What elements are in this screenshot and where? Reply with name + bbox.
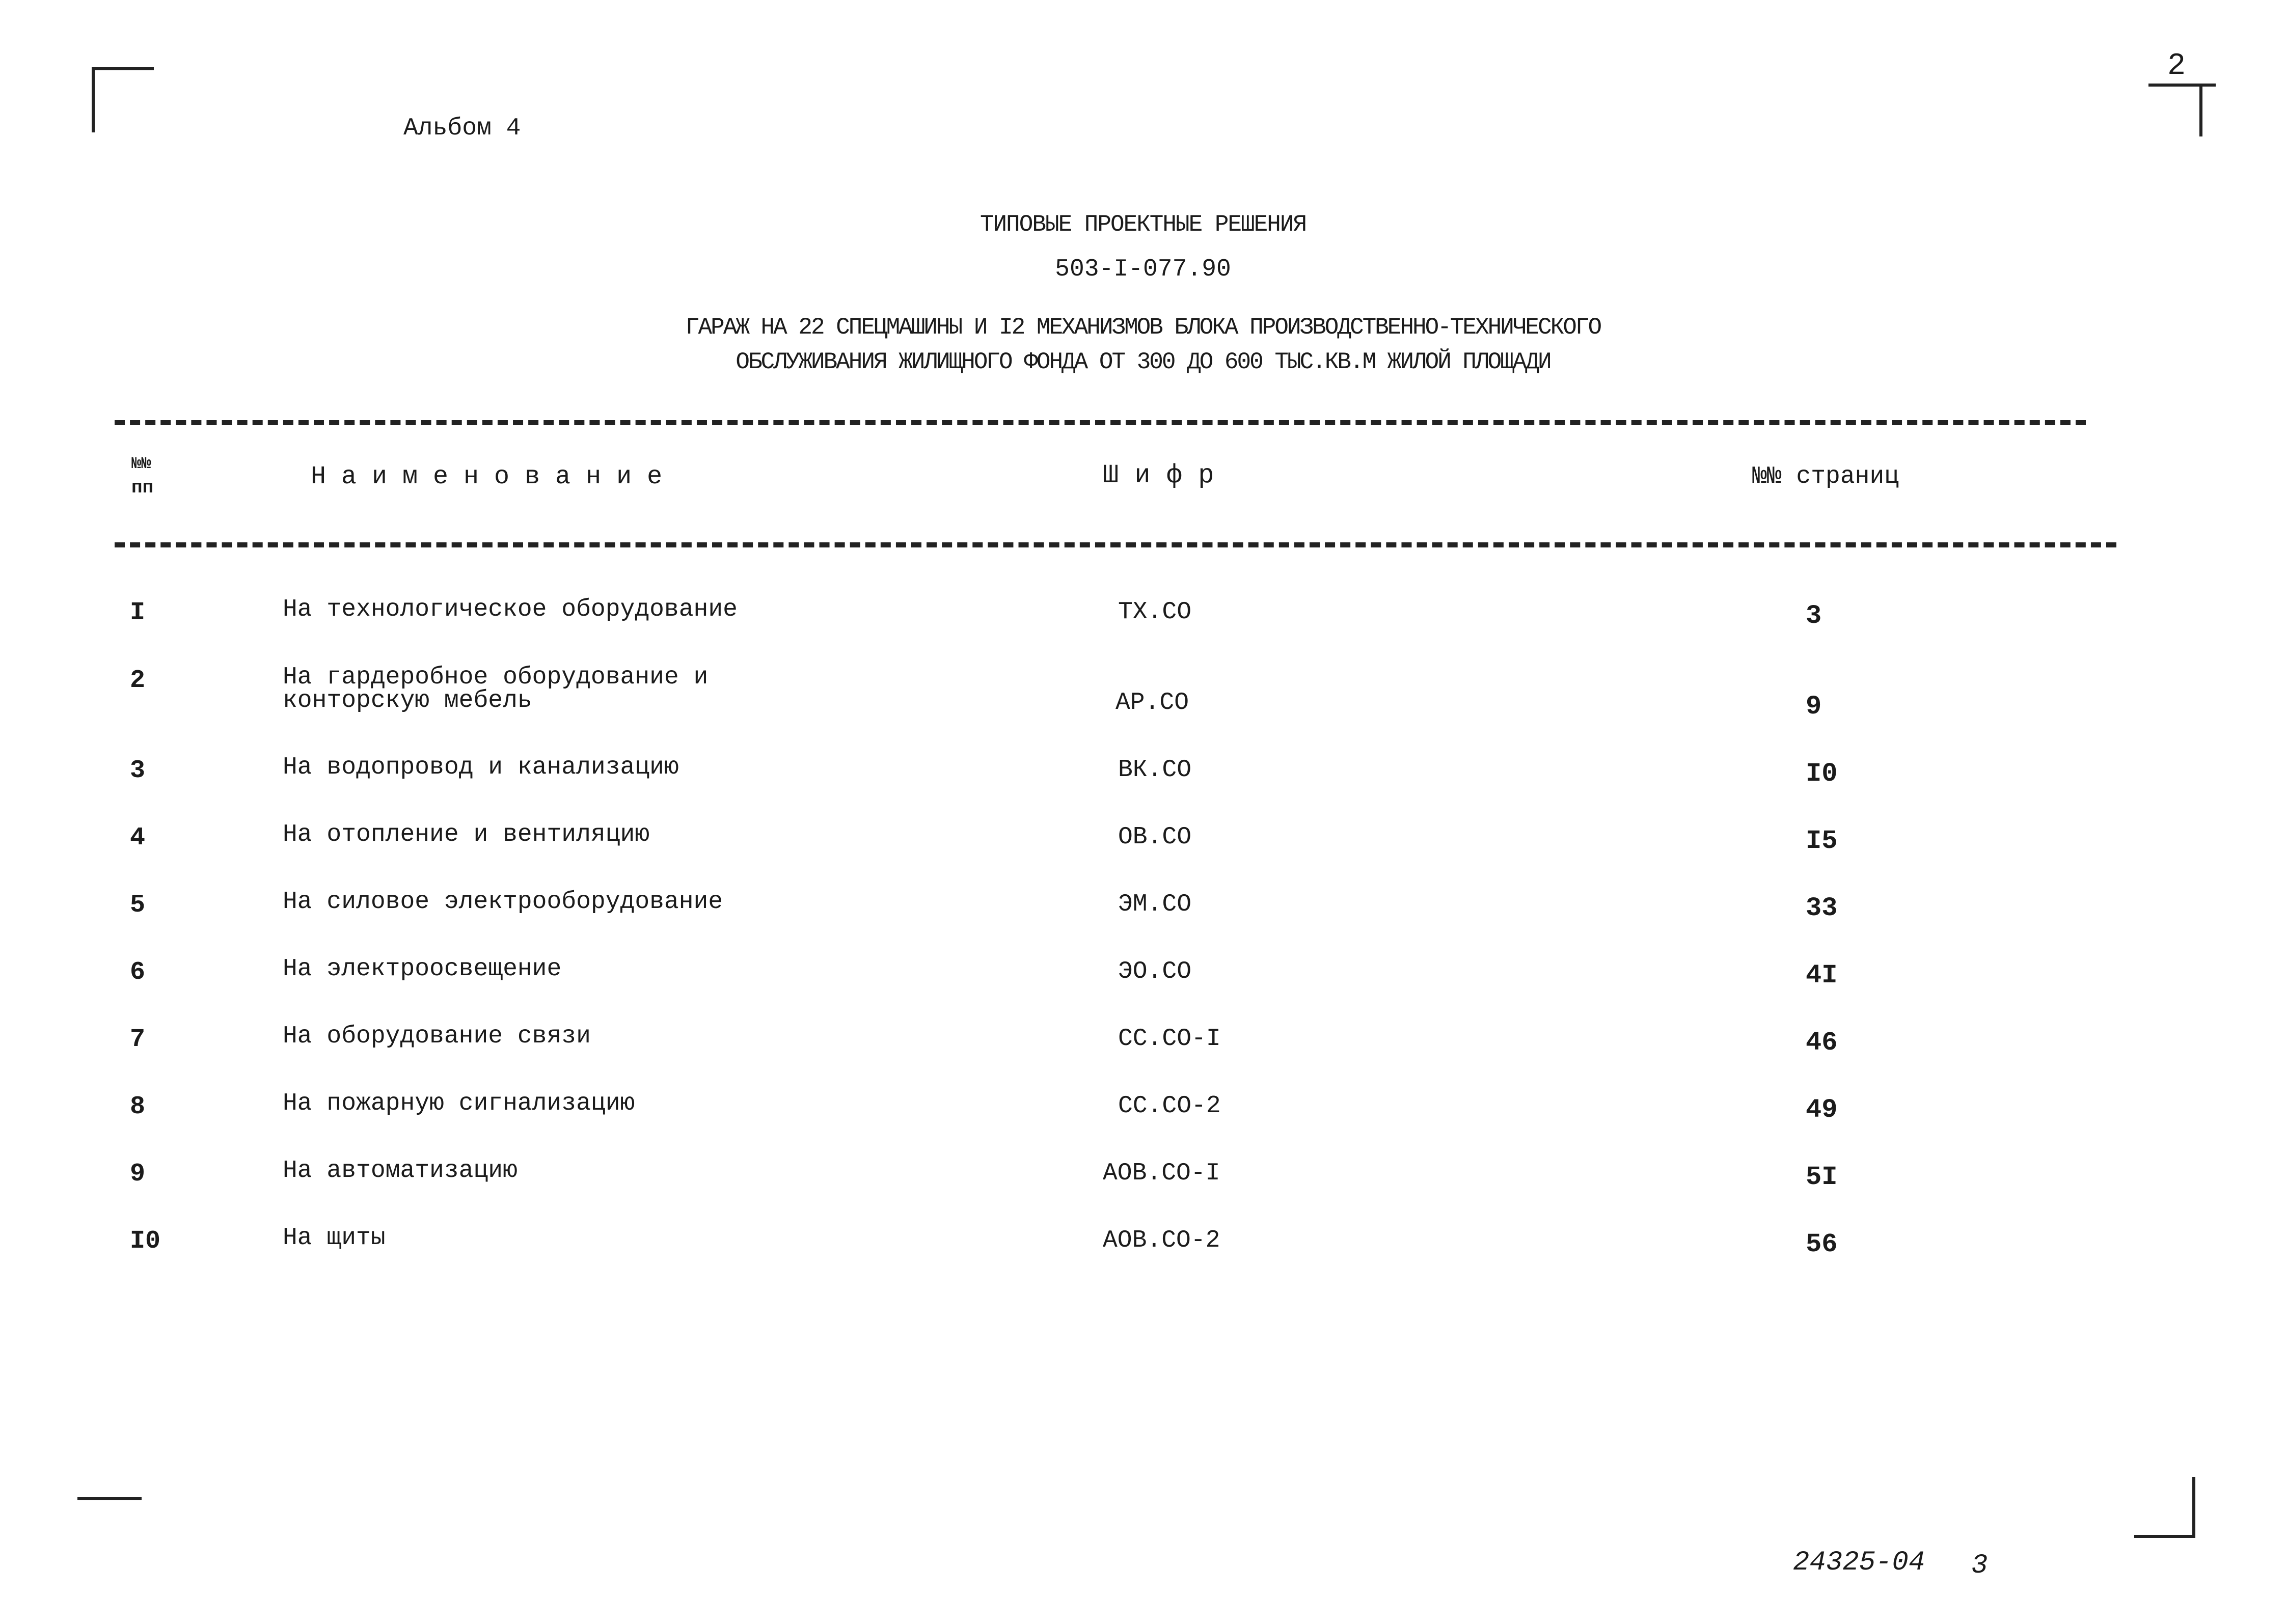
table-header-bottom-rule [115, 542, 2116, 547]
row-code: СС.СО-2 [1118, 1092, 1221, 1120]
row-number: 8 [130, 1092, 146, 1121]
row-page: 5I [1806, 1162, 1838, 1192]
row-page: 3 [1806, 601, 1822, 631]
table-row [0, 1025, 2286, 1086]
row-number: 7 [130, 1025, 146, 1054]
row-name: На оборудование связи [283, 1023, 591, 1050]
row-name: На щиты [283, 1224, 386, 1252]
row-code: ОВ.СО [1118, 823, 1192, 851]
row-page: 4I [1806, 960, 1838, 990]
column-header-name: Н а и м е н о в а н и е [311, 462, 663, 491]
document-number: 24325-04 [1793, 1547, 1925, 1578]
table-row [0, 888, 2286, 952]
column-header-code: Ш и ф р [1103, 460, 1214, 490]
row-number: 3 [130, 756, 146, 785]
row-page: 49 [1806, 1095, 1838, 1125]
table-row [0, 1224, 2286, 1288]
corner-mark-bottom-right-vertical [2192, 1477, 2195, 1538]
row-code: ЭО.СО [1118, 958, 1192, 985]
corner-mark-bottom-right-horizontal [2134, 1535, 2195, 1538]
column-header-num-line1: №№ [131, 454, 151, 473]
table-row [0, 756, 2286, 817]
row-name: На электроосвещение [283, 955, 562, 983]
table-row [0, 823, 2286, 885]
row-name: На технологическое оборудование [283, 596, 738, 623]
row-name: На силовое электрооборудование [283, 888, 723, 916]
sheet-number: 3 [1971, 1550, 1988, 1581]
row-page: 9 [1806, 692, 1822, 722]
row-number: 5 [130, 891, 146, 920]
row-number: I0 [130, 1227, 161, 1256]
row-page: I0 [1806, 759, 1838, 789]
row-code: СС.СО-I [1118, 1025, 1221, 1053]
table-row [0, 955, 2286, 1019]
corner-mark-top-right-horizontal [2148, 84, 2216, 87]
row-code: ЭМ.СО [1118, 891, 1192, 918]
row-code: АР.СО [1115, 689, 1189, 717]
page-number: 2 [2167, 49, 2186, 84]
row-page: 56 [1806, 1229, 1838, 1259]
row-number: I [130, 598, 146, 627]
row-code: ТХ.СО [1118, 598, 1192, 626]
row-page: I5 [1806, 826, 1838, 856]
corner-mark-top-right-vertical [2199, 84, 2202, 136]
table-row [0, 1157, 2286, 1221]
table-row [0, 666, 2286, 727]
row-number: 2 [130, 666, 146, 695]
row-code: АОВ.СО-2 [1103, 1227, 1220, 1254]
corner-mark-top-left-horizontal [92, 67, 154, 70]
row-code: ВК.СО [1118, 756, 1192, 784]
row-page: 33 [1806, 893, 1838, 923]
table-header-top-rule [115, 420, 2086, 425]
title-line-4: ОБСЛУЖИВАНИЯ ЖИЛИЩНОГО ФОНДА ОТ 300 ДО 600 ТЫС.КВ.М ЖИЛОЙ ПЛОЩАДИ [736, 349, 1550, 375]
album-label: Альбом 4 [403, 115, 521, 142]
table-row [0, 1092, 2286, 1153]
row-name: На отопление и вентиляцию [283, 821, 650, 848]
row-number: 4 [130, 823, 146, 852]
row-name: На водопровод и канализацию [283, 754, 679, 781]
title-line-3: ГАРАЖ НА 22 СПЕЦМАШИНЫ И I2 МЕХАНИЗМОВ БЛОКА ПРОИЗВОДСТВЕННО-ТЕХНИЧЕСКОГО [685, 314, 1601, 341]
document-code: 503-I-077.90 [1055, 256, 1231, 283]
row-name: На пожарную сигнализацию [283, 1090, 635, 1117]
title-line-1: ТИПОВЫЕ ПРОЕКТНЫЕ РЕШЕНИЯ [979, 211, 1307, 238]
row-name: На гардеробное оборудование и конторскую мебель [283, 664, 709, 714]
corner-mark-top-left-vertical [92, 67, 95, 132]
column-header-pages: №№ страниц [1752, 463, 1899, 490]
corner-mark-bottom-left-horizontal [77, 1497, 142, 1500]
column-header-num-line2: пп [131, 477, 154, 498]
row-number: 9 [130, 1160, 146, 1189]
row-number: 6 [130, 958, 146, 987]
row-page: 46 [1806, 1028, 1838, 1058]
row-code: АОВ.СО-I [1103, 1160, 1220, 1187]
table-row [0, 598, 2286, 659]
row-name: На автоматизацию [283, 1157, 518, 1185]
